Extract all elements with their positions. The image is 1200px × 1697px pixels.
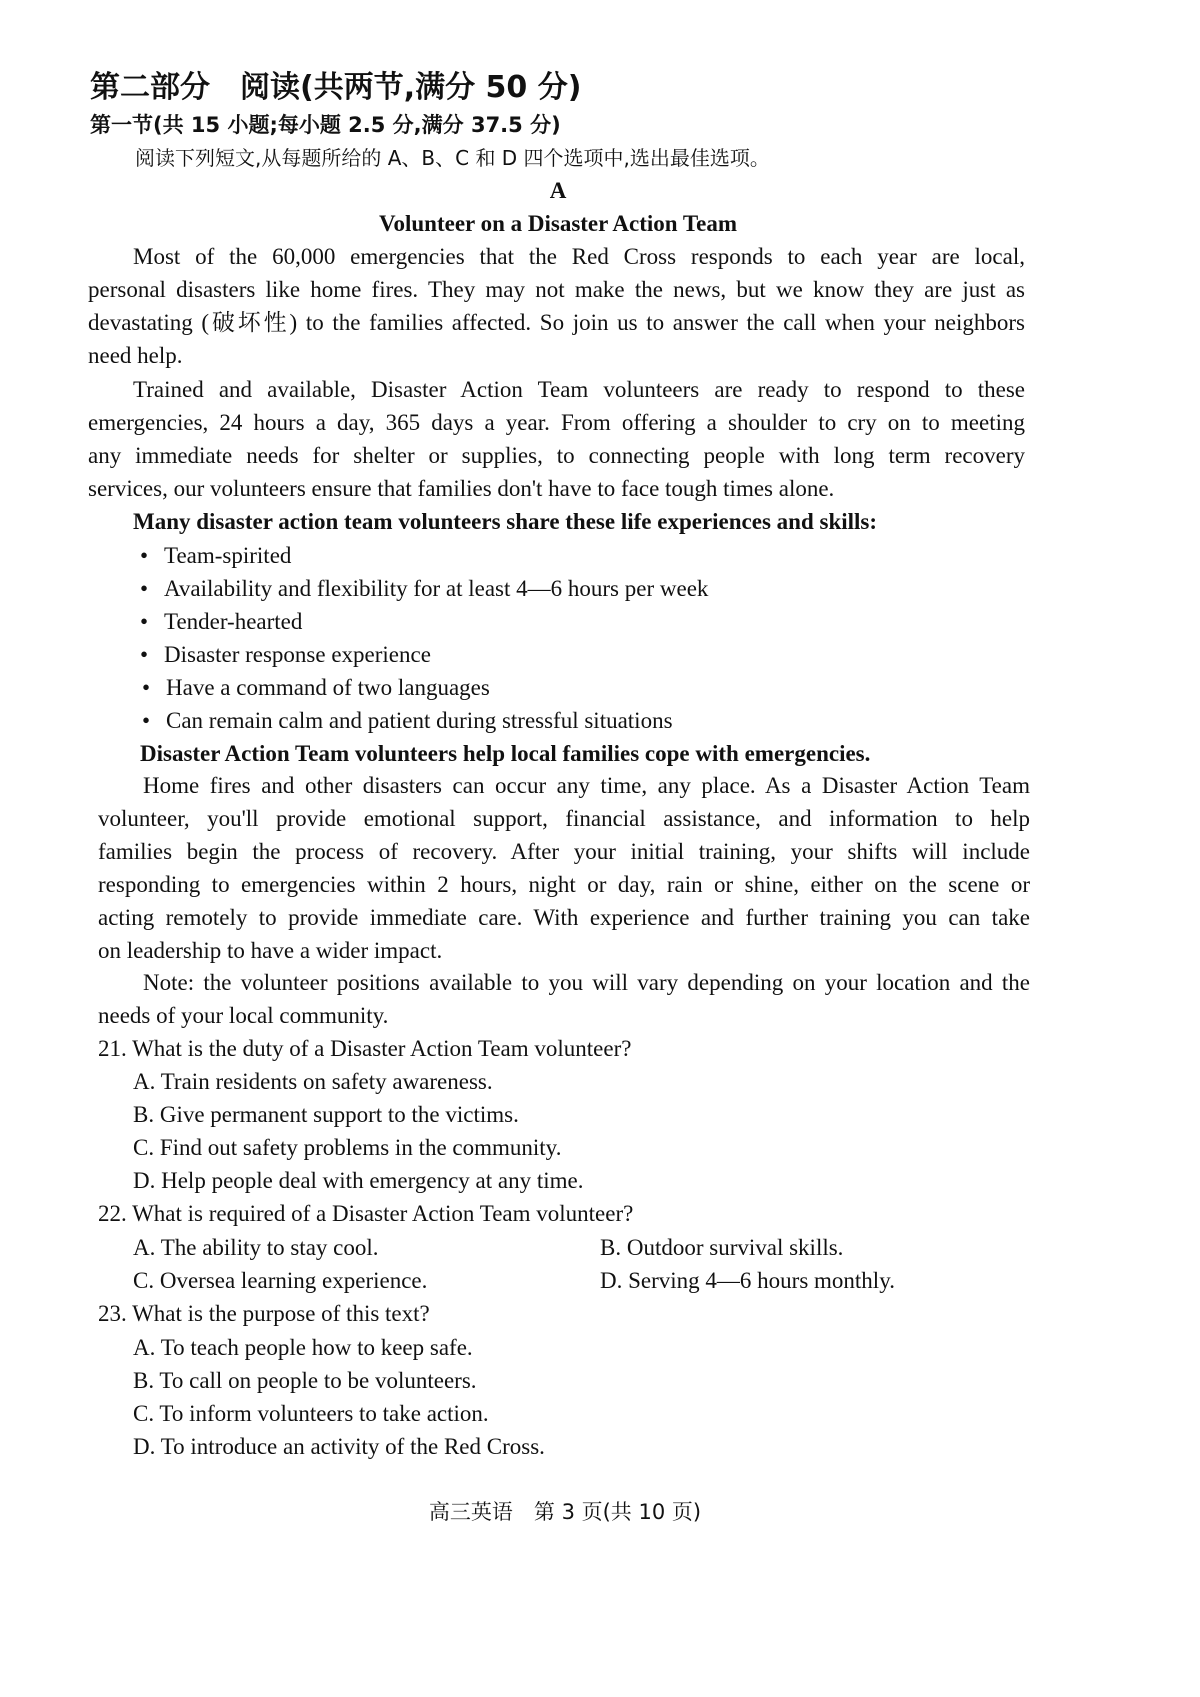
skills-heading: Many disaster action team volunteers share these life experiences and skills:	[133, 509, 878, 534]
skill-item	[140, 641, 431, 669]
question-22-option-c[interactable]: C. Oversea learning experience.	[133, 1268, 428, 1293]
para3-line1: Home fires and other disasters can occur any time, any place. As a Disaster Action Team	[143, 773, 1030, 798]
para2-line4: services, our volunteers ensure that families don't have to face tough times alone.	[88, 476, 835, 501]
bullet-icon: •	[142, 675, 151, 700]
para3-line3: families begin the process of recovery. After your initial training, your shifts will include	[98, 839, 1030, 864]
skill-text: Team-spirited	[164, 543, 292, 568]
page-footer: 高三英语 第 3 页(共 10 页)	[428, 1500, 702, 1524]
question-21-option-c[interactable]: C. Find out safety problems in the community.	[133, 1135, 562, 1160]
instructions: 阅读下列短文,从每题所给的 A、B、C 和 D 四个选项中,选出最佳选项。	[135, 146, 770, 170]
bullet-icon: •	[142, 708, 151, 733]
question-21-stem: 21. What is the duty of a Disaster Action Team volunteer?	[98, 1036, 632, 1061]
skill-text: Have a command of two languages	[166, 675, 490, 700]
para1-line2: personal disasters like home fires. They may not make the news, but we know they are just as	[88, 277, 1025, 302]
skill-item	[140, 608, 302, 636]
skill-item	[142, 674, 490, 702]
question-21-option-d[interactable]: D. Help people deal with emergency at any time.	[133, 1168, 584, 1193]
question-23-option-c[interactable]: C. To inform volunteers to take action.	[133, 1401, 489, 1426]
para3-line6: on leadership to have a wider impact.	[98, 938, 443, 963]
help-heading: Disaster Action Team volunteers help local families cope with emergencies.	[140, 741, 871, 766]
question-21-option-a[interactable]: A. Train residents on safety awareness.	[133, 1069, 493, 1094]
question-23-option-a[interactable]: A. To teach people how to keep safe.	[133, 1335, 473, 1360]
question-23-option-d[interactable]: D. To introduce an activity of the Red Cross.	[133, 1434, 545, 1459]
question-22-stem: 22. What is required of a Disaster Action Team volunteer?	[98, 1201, 634, 1226]
skill-item	[140, 575, 708, 603]
part-title: 第二部分 阅读(共两节,满分 50 分)	[90, 70, 582, 105]
para2-line1: Trained and available, Disaster Action Team volunteers are ready to respond to these	[133, 377, 1025, 402]
para1-line4: need help.	[88, 343, 183, 368]
section-title: 第一节(共 15 小题;每小题 2.5 分,满分 37.5 分)	[90, 113, 561, 137]
skill-text: Availability and flexibility for at least 4—6 hours per week	[164, 576, 709, 601]
question-23-stem: 23. What is the purpose of this text?	[98, 1301, 430, 1326]
passage-label: A	[549, 178, 567, 203]
skill-item	[142, 707, 673, 735]
skill-text: Disaster response experience	[164, 642, 431, 667]
passage-title: Volunteer on a Disaster Action Team	[378, 211, 738, 236]
para1-line1: Most of the 60,000 emergencies that the Red Cross responds to each year are local,	[133, 244, 1025, 269]
para2-line2: emergencies, 24 hours a day, 365 days a year. From offering a shoulder to cry on to meeting	[88, 410, 1025, 435]
para3-line4: responding to emergencies within 2 hours, night or day, rain or shine, either on the scene or	[98, 872, 1030, 897]
skill-text: Tender-hearted	[164, 609, 303, 634]
para2-line3: any immediate needs for shelter or supplies, to connecting people with long term recovery	[88, 443, 1025, 468]
question-22-option-b[interactable]: B. Outdoor survival skills.	[600, 1235, 844, 1260]
para1-line3: devastating (破坏性) to the families affected. So join us to answer the call when your neighbors	[88, 310, 1025, 335]
question-22-option-a[interactable]: A. The ability to stay cool.	[133, 1235, 379, 1260]
bullet-icon: •	[140, 543, 149, 568]
question-23-option-b[interactable]: B. To call on people to be volunteers.	[133, 1368, 477, 1393]
para3-line5: acting remotely to provide immediate care. With experience and further training you can take	[98, 905, 1030, 930]
bullet-icon: •	[140, 642, 149, 667]
skill-item	[140, 542, 291, 570]
skill-text: Can remain calm and patient during stressful situations	[166, 708, 673, 733]
bullet-icon: •	[140, 609, 149, 634]
question-21-option-b[interactable]: B. Give permanent support to the victims.	[133, 1102, 519, 1127]
note-line1: Note: the volunteer positions available to you will vary depending on your location and the	[143, 970, 1030, 995]
note-line2: needs of your local community.	[98, 1003, 389, 1028]
para3-line2: volunteer, you'll provide emotional support, financial assistance, and information to help	[98, 806, 1030, 831]
bullet-icon: •	[140, 576, 149, 601]
question-22-option-d[interactable]: D. Serving 4—6 hours monthly.	[600, 1268, 895, 1293]
